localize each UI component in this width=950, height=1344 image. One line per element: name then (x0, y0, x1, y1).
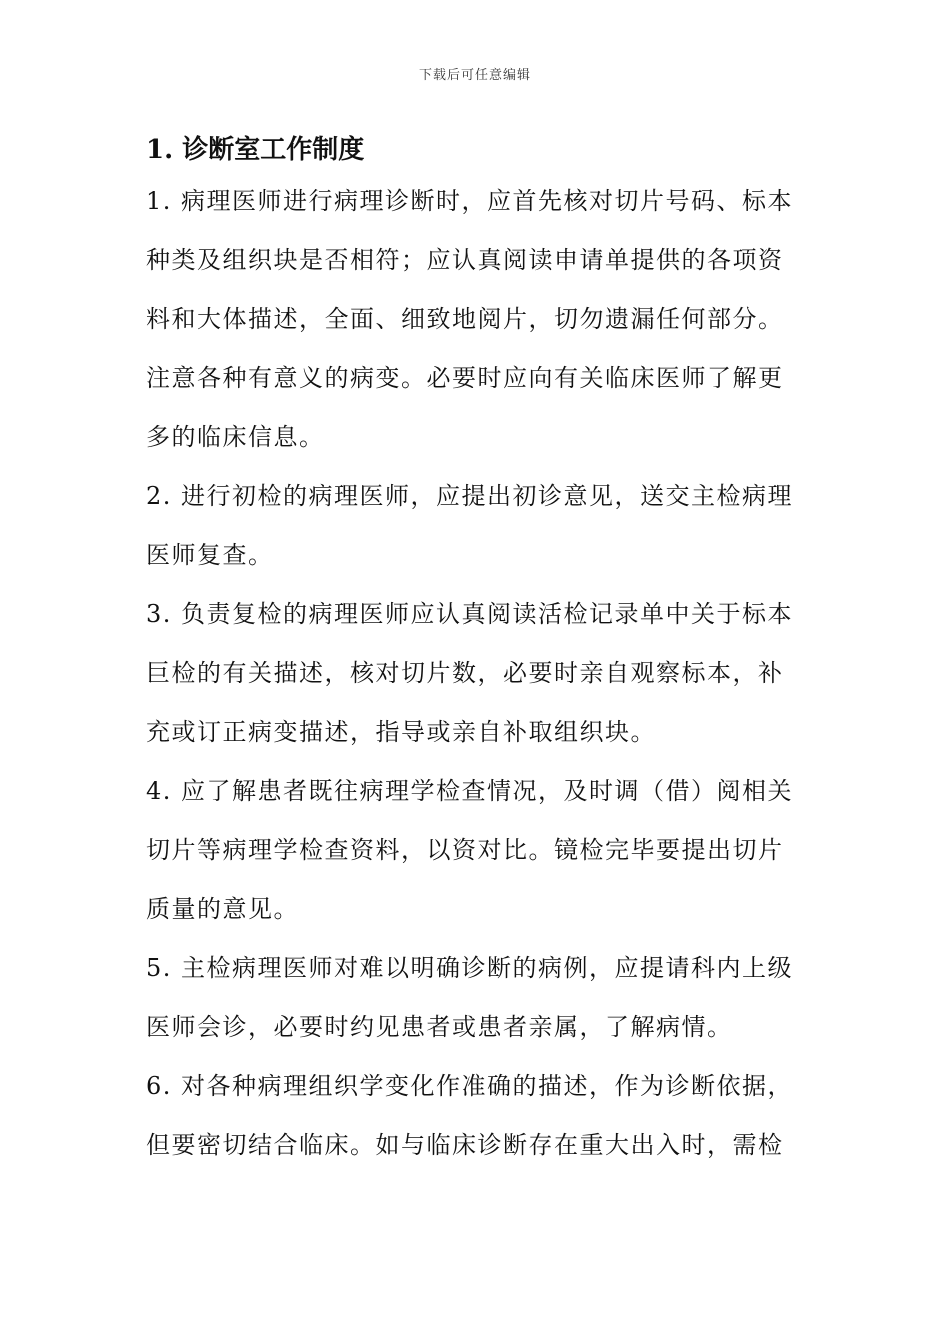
text-line: 但要密切结合临床。如与临床诊断存在重大出入时，需检 (146, 1131, 784, 1159)
text-line: 医师会诊，必要时约见患者或患者亲属，了解病情。 (146, 1013, 733, 1041)
text-line: 6. 对各种病理组织学变化作准确的描述，作为诊断依据， (146, 1072, 794, 1100)
text-line: 料和大体描述，全面、细致地阅片，切勿遗漏任何部分。 (146, 305, 784, 333)
text-line: 2. 进行初检的病理医师，应提出初诊意见，送交主检病理 (146, 482, 794, 510)
text-line: 3. 负责复检的病理医师应认真阅读活检记录单中关于标本 (146, 600, 794, 628)
text-line: 注意各种有意义的病变。必要时应向有关临床医师了解更 (146, 364, 784, 392)
document-title: 1. 诊断室工作制度 (146, 135, 365, 165)
page-header-note: 下载后可任意编辑 (418, 68, 531, 83)
text-line: 多的临床信息。 (146, 423, 325, 451)
text-line: 种类及组织块是否相符；应认真阅读申请单提供的各项资 (146, 246, 784, 274)
text-line: 5. 主检病理医师对难以明确诊断的病例，应提请科内上级 (146, 954, 794, 982)
text-line: 巨检的有关描述，核对切片数，必要时亲自观察标本，补 (146, 659, 784, 687)
text-line: 质量的意见。 (146, 895, 299, 923)
text-line: 1. 病理医师进行病理诊断时，应首先核对切片号码、标本 (146, 187, 794, 215)
text-line: 充或订正病变描述，指导或亲自补取组织块。 (146, 718, 656, 746)
text-line: 4. 应了解患者既往病理学检查情况，及时调（借）阅相关 (146, 777, 794, 805)
document-body (146, 128, 806, 1175)
text-line: 医师复查。 (146, 541, 274, 569)
text-line: 切片等病理学检查资料，以资对比。镜检完毕要提出切片 (146, 836, 784, 864)
